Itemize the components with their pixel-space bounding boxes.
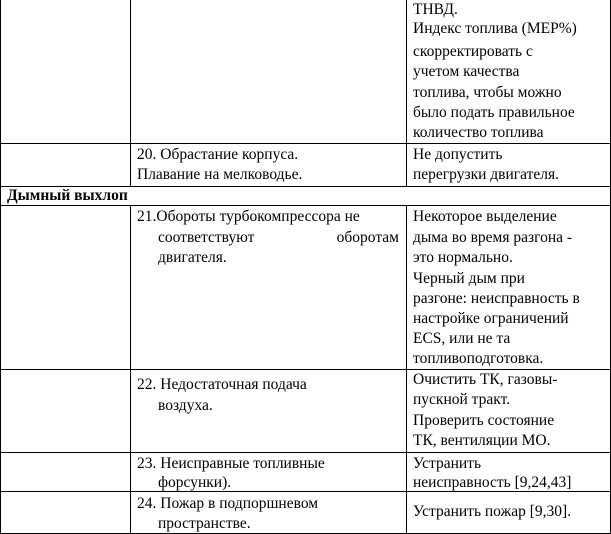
row-divider — [0, 452, 611, 453]
cause-line: пространстве. — [158, 515, 251, 532]
action-line: настройке ограничений — [413, 310, 569, 327]
action-line: дыма во время разгона - — [413, 229, 573, 246]
action-line: скорректировать с — [413, 43, 533, 60]
action-line: Черный дым при — [413, 270, 525, 287]
action-line: Устранить пожар [9,30]. — [413, 503, 572, 520]
action-line: топливоподготовка. — [413, 350, 544, 367]
action-line: это нормально. — [413, 249, 513, 266]
column-divider — [406, 205, 407, 534]
column-divider — [406, 0, 407, 187]
row-divider — [0, 143, 611, 144]
column-divider — [130, 205, 131, 534]
section-heading: Дымный выхлоп — [7, 187, 128, 204]
action-line: ТК, вентиляции МО. — [413, 432, 551, 449]
cause-line: Плавание на мелководье. — [137, 166, 303, 183]
action-line: ТНВД. — [413, 1, 458, 18]
cause-line: 21.Обороты турбокомпрессора не — [137, 208, 360, 225]
action-line: количество топлива — [413, 124, 544, 141]
cause-line: форсунки). — [158, 474, 232, 491]
action-line: Некоторое выделение — [413, 208, 557, 225]
cause-line: 22. Недостаточная подача — [137, 376, 307, 393]
action-line: ECS, или не та — [413, 330, 511, 347]
action-line: Очистить ТК, газовы- — [413, 371, 558, 388]
cause-line: 23. Неисправные топливные — [137, 455, 325, 472]
action-line: пускной тракт. — [413, 391, 511, 408]
row-divider — [0, 369, 611, 370]
action-line: учетом качества — [413, 63, 520, 80]
cause-line: двигателя. — [158, 249, 227, 266]
action-line: Проверить состояние — [413, 412, 555, 429]
column-divider — [130, 0, 131, 187]
action-line: разгоне: неисправность в — [413, 290, 580, 307]
cause-line — [158, 229, 399, 247]
cause-word: оборотам — [336, 229, 399, 246]
action-line: неисправность [9,24,43] — [413, 474, 572, 491]
cause-line: 24. Пожар в подпоршневом — [137, 495, 319, 512]
cause-word: соответствуют — [158, 229, 255, 246]
action-line: Устранить — [413, 455, 482, 472]
cause-line: 20. Обрастание корпуса. — [137, 146, 299, 163]
action-line: Не допустить — [413, 146, 503, 163]
table-left-border — [0, 0, 1, 534]
row-divider — [0, 205, 611, 206]
action-line: перегрузки двигателя. — [413, 166, 560, 183]
action-line: топлива, чтобы можно — [413, 84, 562, 101]
action-line: Индекс топлива (MEP%) — [413, 20, 577, 37]
cause-line: воздуха. — [158, 397, 213, 414]
action-line: было подать правильное — [413, 104, 575, 121]
